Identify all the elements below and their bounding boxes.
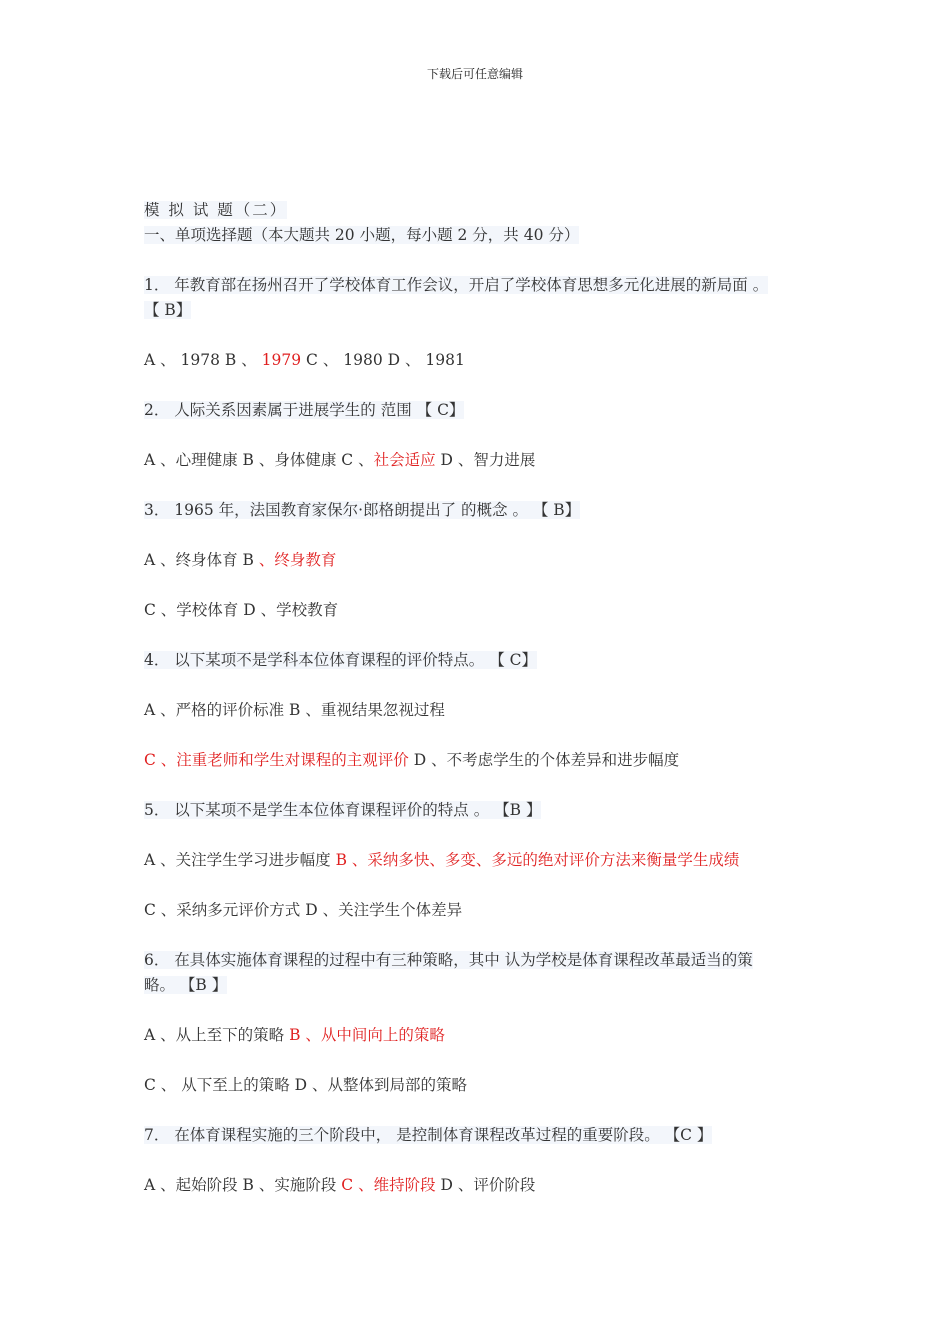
question-item (144, 798, 834, 948)
option-text: D 、智力进展 (435, 451, 536, 469)
answer-highlight: B 、从中间向上的策略 (289, 1026, 445, 1044)
question-stem (144, 398, 834, 423)
option-line (144, 1023, 834, 1048)
option-text: D 、不考虑学生的个体差异和进步幅度 (408, 751, 680, 769)
option-text: A 、严格的评价标准 B 、重视结果忽视过程 (144, 701, 445, 719)
question-stem-text: 4． 以下某项不是学科本位体育课程的评价特点。 【 C】 (144, 651, 538, 669)
option-text: A 、关注学生学习进步幅度 (144, 851, 336, 869)
section-heading: 一、单项选择题（本大题共 20 小题，每小题 2 分，共 40 分） (144, 226, 580, 244)
option-line (144, 348, 834, 373)
question-stem (144, 1123, 834, 1148)
question-stem (144, 298, 834, 323)
answer-highlight: C 、维持阶段 (341, 1176, 436, 1194)
page-header: 下载后可任意编辑 (426, 67, 523, 81)
option-text: A 、从上至下的策略 (144, 1026, 290, 1044)
question-stem-text: 2． 人际关系因素属于进展学生的 范围 【 C】 (144, 401, 465, 419)
question-stem (144, 498, 834, 523)
question-item (144, 273, 834, 398)
option-line (144, 1173, 834, 1198)
question-item (144, 398, 834, 498)
question-stem (144, 973, 834, 998)
option-text: C 、 1980 D 、 1981 (301, 351, 465, 369)
option-line (144, 548, 834, 573)
question-stem-text: 5． 以下某项不是学生本位体育课程评价的特点 。 【B 】 (144, 801, 542, 819)
question-stem-text: 【 B】 (144, 301, 192, 319)
option-text: A 、终身体育 B (144, 551, 259, 569)
question-stem-text: 1． 年教育部在扬州召开了学校体育工作会议，开启了学校体育思想多元化进展的新局面 。 (144, 276, 769, 294)
option-text: A 、 1978 B 、 (144, 351, 262, 369)
option-text: A 、起始阶段 B 、实施阶段 (144, 1176, 342, 1194)
question-list (144, 273, 834, 1223)
answer-highlight: C 、注重老师和学生对课程的主观评价 (144, 751, 409, 769)
question-stem-text: 7． 在体育课程实施的三个阶段中， 是控制体育课程改革过程的重要阶段。 【C 】 (144, 1126, 713, 1144)
option-line (144, 698, 834, 723)
option-text: D 、评价阶段 (435, 1176, 536, 1194)
option-line (144, 1073, 834, 1098)
question-stem (144, 948, 834, 973)
option-text: A 、心理健康 B 、身体健康 C 、 (144, 451, 374, 469)
option-line (144, 598, 834, 623)
option-line (144, 898, 834, 923)
question-stem-text: 3． 1965 年，法国教育家保尔·郎格朗提出了 的概念 。 【 B】 (144, 501, 581, 519)
option-text: C 、 从下至上的策略 D 、从整体到局部的策略 (144, 1076, 467, 1094)
option-line (144, 848, 834, 873)
question-item (144, 948, 834, 1123)
question-item (144, 648, 834, 798)
question-stem-text: 6． 在具体实施体育课程的过程中有三种策略，其中 认为学校是体育课程改革最适当的策 (144, 951, 753, 969)
question-item (144, 1123, 834, 1223)
question-stem (144, 648, 834, 673)
exam-content (144, 198, 834, 1223)
question-stem (144, 273, 834, 298)
question-item (144, 498, 834, 648)
question-stem-text: 略。 【B 】 (144, 976, 228, 994)
question-stem (144, 798, 834, 823)
answer-highlight: 1979 (261, 351, 302, 369)
option-text: C 、学校体育 D 、学校教育 (144, 601, 339, 619)
answer-highlight: B 、采纳多快、多变、多远的绝对评价方法来衡量学生成绩 (335, 851, 740, 869)
option-text: C 、采纳多元评价方式 D 、关注学生个体差异 (144, 901, 463, 919)
option-line (144, 748, 834, 773)
exam-title: 模 拟 试 题（二） (144, 201, 288, 219)
answer-highlight: 社会适应 (373, 451, 436, 469)
option-line (144, 448, 834, 473)
answer-highlight: 、终身教育 (258, 551, 337, 569)
